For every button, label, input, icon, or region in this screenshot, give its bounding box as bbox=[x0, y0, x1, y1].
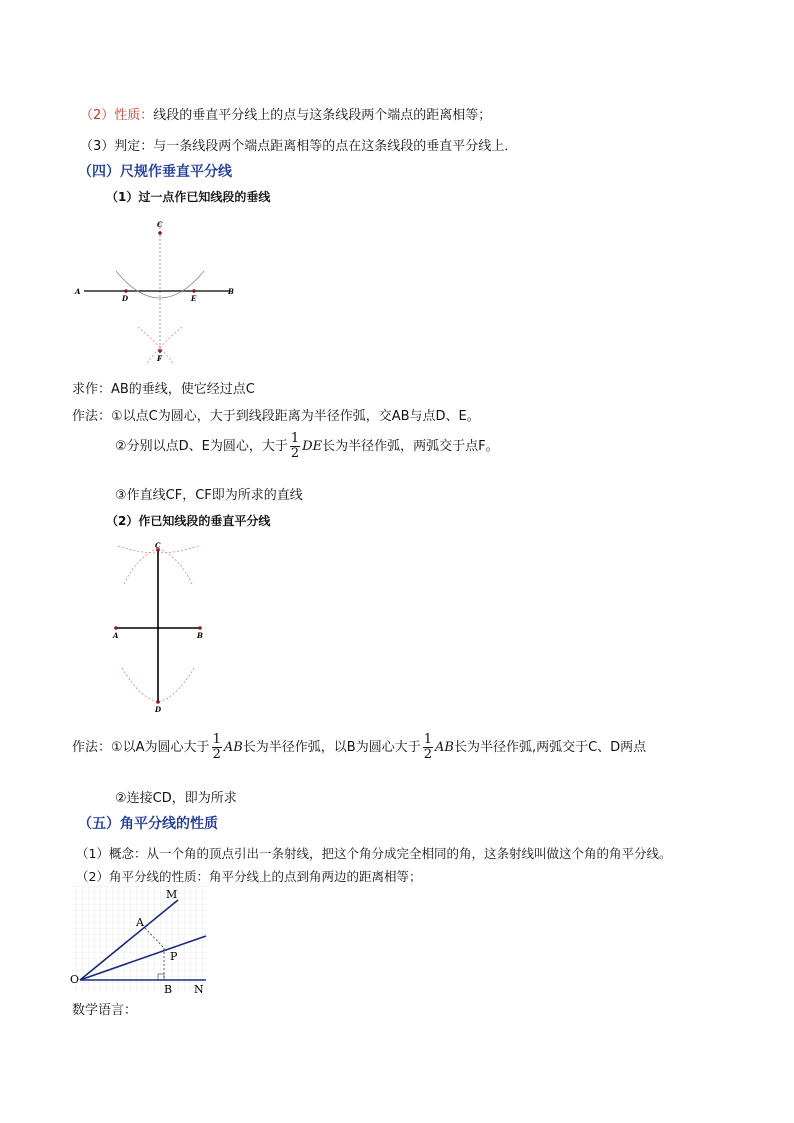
property-prefix: （2）性质： bbox=[80, 108, 154, 123]
var-de: DE bbox=[302, 439, 323, 454]
point-d bbox=[124, 289, 128, 293]
property-text: 线段的垂直平分线上的点与这条线段两个端点的距离相等； bbox=[153, 108, 492, 123]
point-a-2 bbox=[114, 626, 118, 630]
point-d-2 bbox=[156, 700, 160, 704]
label-d-2: D bbox=[155, 705, 162, 714]
label-p: P bbox=[170, 950, 178, 963]
step2-pre: ②分别以点D、E为圆心，大于 bbox=[115, 439, 288, 454]
concept-line: （1）概念：从一个角的顶点引出一条射线，把这个角分成完全相同的角，这条射线叫做这个角的角平分线。 bbox=[76, 846, 672, 861]
figure-perpendicular-through-point bbox=[70, 215, 250, 365]
label-a-3: A bbox=[136, 916, 144, 929]
criterion-line: （3）判定：与一条线段两个端点距离相等的点在这条线段的垂直平分线上． bbox=[80, 139, 518, 154]
fraction-half-1: $\frac{1}{2}$ bbox=[212, 732, 221, 762]
method-step-1: 作法：①以点C为圆心，大于到线段距离为半径作弧，交AB与点D、E。 bbox=[72, 409, 480, 424]
arc-top-right bbox=[158, 548, 192, 584]
label-c: C bbox=[157, 220, 163, 229]
figure-angle-bisector bbox=[70, 886, 210, 996]
point-f bbox=[158, 349, 162, 353]
label-a-2: A bbox=[113, 631, 119, 640]
step4-mid: 长为半径作弧，以B为圆心大于 bbox=[242, 740, 421, 755]
sub2-title: （2）作已知线段的垂直平分线 bbox=[106, 514, 271, 528]
step4-pre: 作法：①以A为圆心大于 bbox=[72, 740, 210, 755]
section-5-title: （五）角平分线的性质 bbox=[78, 816, 218, 832]
sub1-title: （1）过一点作已知线段的垂线 bbox=[106, 190, 271, 204]
figure-perpendicular-bisector bbox=[100, 538, 220, 718]
arc-bottom-right bbox=[158, 668, 194, 702]
label-o: O bbox=[70, 973, 80, 986]
arc-bottom-left bbox=[122, 668, 158, 702]
math-language-label: 数学语言： bbox=[72, 1003, 138, 1018]
arc-from-e bbox=[146, 327, 182, 365]
point-c bbox=[158, 231, 162, 235]
bisector-property-line: （2）角平分线的性质：角平分线上的点到角两边的距离相等； bbox=[76, 869, 422, 884]
fraction-half: $\frac{1}{2}$ bbox=[290, 431, 300, 461]
label-b-3: B bbox=[164, 983, 173, 996]
property-line bbox=[80, 104, 491, 123]
label-e: E bbox=[191, 294, 197, 303]
task-line: 求作：AB的垂线，使它经过点C bbox=[72, 382, 255, 397]
arc-from-d bbox=[138, 327, 174, 365]
point-e bbox=[192, 289, 196, 293]
label-n: N bbox=[194, 983, 204, 996]
step2-post: 长为半径作弧，两弧交于点F。 bbox=[322, 439, 499, 454]
method-step-2 bbox=[115, 432, 499, 462]
label-f: F bbox=[157, 354, 162, 363]
point-b-2 bbox=[198, 626, 202, 630]
label-b-2: B bbox=[197, 631, 203, 640]
label-d: D bbox=[122, 294, 129, 303]
var-ab-2: AB bbox=[435, 740, 454, 755]
arc-top-left bbox=[124, 548, 158, 584]
section-4-title: （四）尺规作垂直平分线 bbox=[78, 164, 232, 180]
method-step-3: ③作直线CF，CF即为所求的直线 bbox=[115, 488, 303, 503]
method-step-4 bbox=[72, 733, 646, 763]
label-c-2: C bbox=[155, 541, 161, 550]
var-ab-1: AB bbox=[223, 740, 243, 755]
step4-post: 长为半径作弧,两弧交于C、D两点 bbox=[453, 740, 647, 755]
label-b: B bbox=[228, 287, 234, 296]
label-a: A bbox=[75, 287, 81, 296]
label-m: M bbox=[166, 888, 178, 901]
method-step-5: ②连接CD，即为所求 bbox=[115, 791, 237, 806]
fraction-half-2: $\frac{1}{2}$ bbox=[423, 732, 432, 762]
